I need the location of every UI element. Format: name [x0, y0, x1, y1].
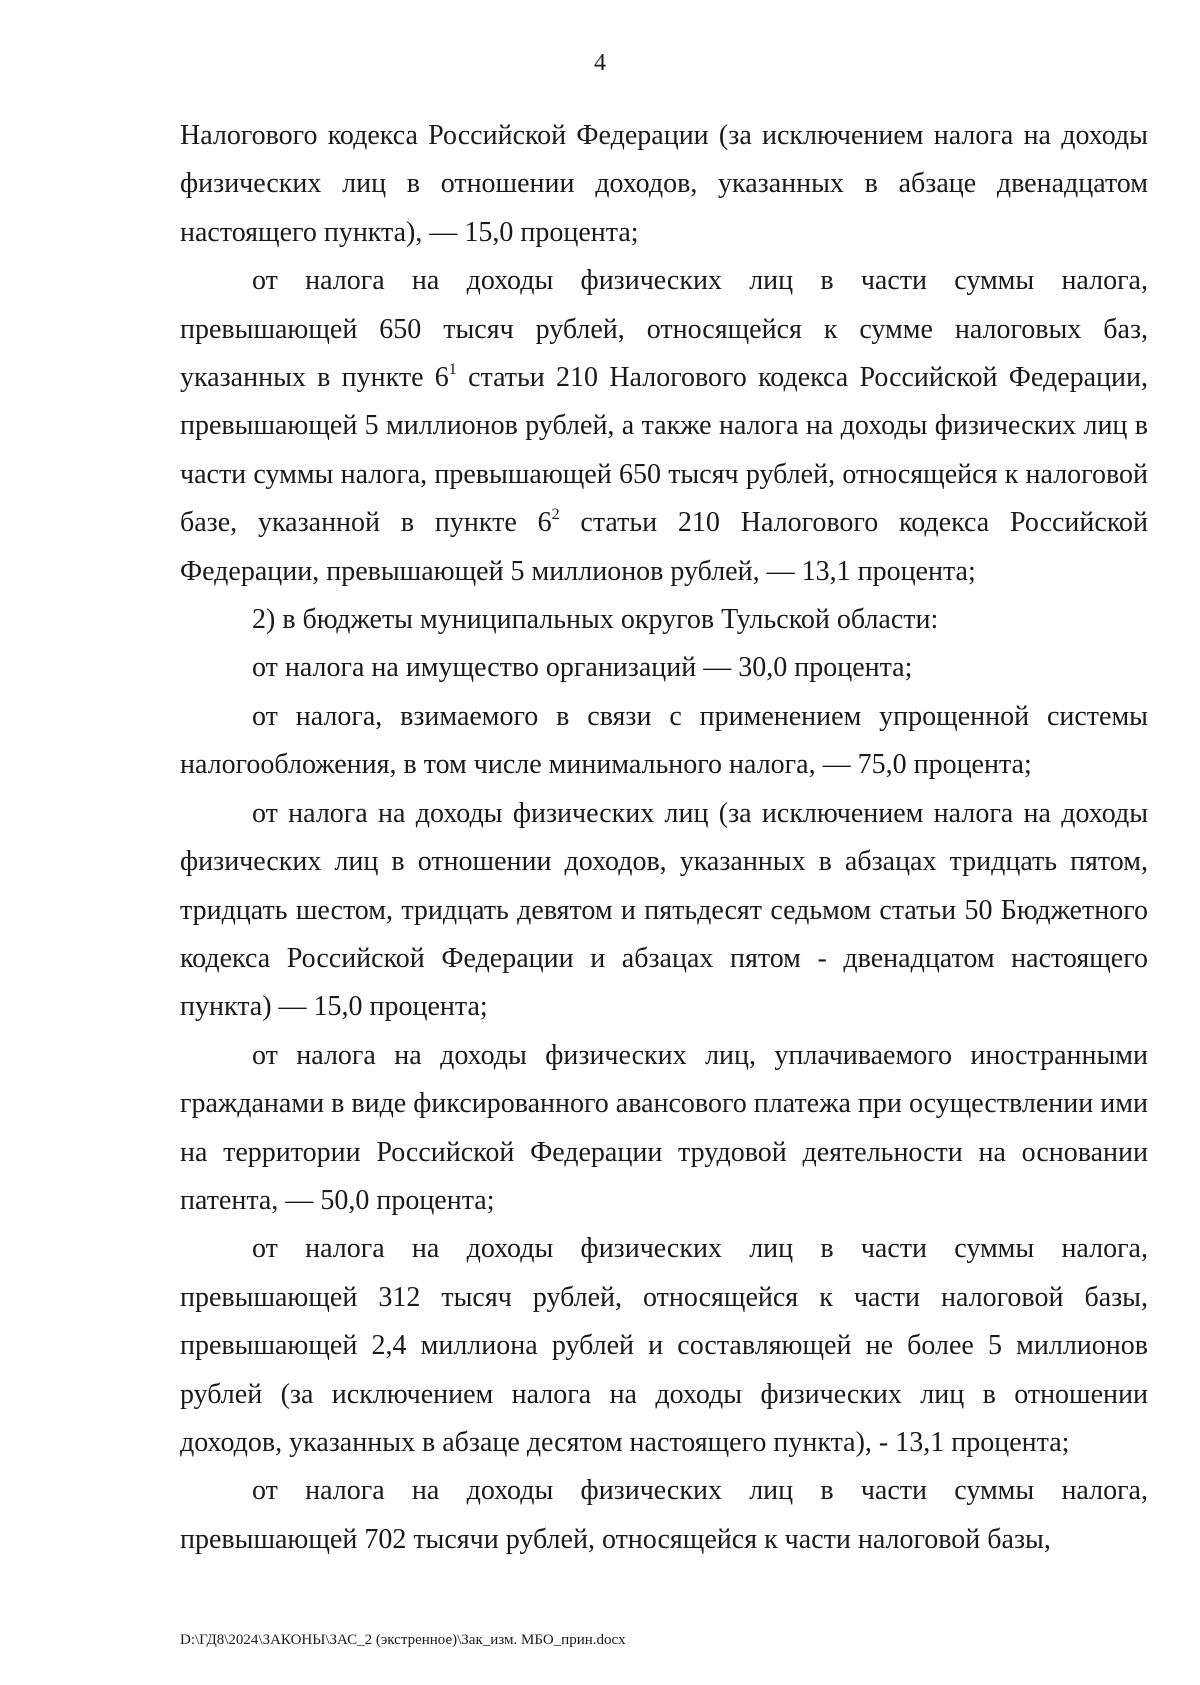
paragraph-2-part-3: статьи 210 Налогового кодекса Российской Федерации, превышающей 5 миллионов рублей, — 13,1 процента;: [180, 507, 1148, 587]
paragraph-3: 2) в бюджеты муниципальных округов Тульской области:: [252, 604, 939, 636]
paragraph-5: от налога, взимаемого в связи с применением упрощенной системы налогообложения, в том числе минимального налога, — 75,0 процента;: [180, 700, 1148, 781]
paragraph-4: от налога на имущество организаций — 30,0 процента;: [252, 652, 913, 684]
superscript-2: 2: [551, 506, 560, 524]
paragraph-9: от налога на доходы физических лиц в части суммы налога, превышающей 702 тысячи рублей, относящейся к части налоговой базы,: [180, 1475, 1148, 1555]
paragraph-8: от налога на доходы физических лиц в части суммы налога, превышающей 312 тысяч рублей, относящейся к части налоговой базы, превышающей 2,4 миллиона рублей и составляющей не более 5 миллионов рублей (за исключением налога на доходы физических лиц в отношении доходов, указанных в абзаце десятом настоящего пункта), - 13,1 процента;: [180, 1233, 1148, 1458]
footer-file-path: D:\ГД8\2024\ЗАКОНЫ\ЗАС_2 (экстренное)\Зак_изм. МБО_прин.docx: [180, 1632, 626, 1648]
paragraph-6: от налога на доходы физических лиц (за исключением налога на доходы физических лиц в отношении доходов, указанных в абзацах тридцать пятом, тридцать шестом, тридцать девятом и пятьдесят седьмом статьи 50 Бюджетного кодекса Российской Федерации и абзацах пятом - двенадцатом настоящего пункта) — 15,0 процента;: [180, 797, 1148, 1023]
paragraph-1: Налогового кодекса Российской Федерации (за исключением налога на доходы физических лиц в отношении доходов, указанных в абзаце двенадцатом настоящего пункта), — 15,0 процента;: [180, 120, 1148, 248]
paragraph-2-part-2: статьи 210 Налогового кодекса Российской Федерации, превышающей 5 миллионов рублей, а также налога на доходы физических лиц в части суммы налога, превышающей 650 тысяч рублей, относящейся к налоговой базе, указанной в пункте 6: [180, 362, 1148, 539]
superscript-1: 1: [448, 361, 457, 379]
paragraph-7: от налога на доходы физических лиц, уплачиваемого иностранными гражданами в виде фиксированного авансового платежа при осуществлении ими на территории Российской Федерации трудовой деятельности на основании патента, — 50,0 процента;: [180, 1039, 1148, 1216]
paragraph-2: [180, 257, 1148, 596]
paragraph-2-part-1: от налога на доходы физических лиц в части суммы налога, превышающей 650 тысяч рублей, относящейся к сумме налоговых баз, указанных в пункте 6: [180, 265, 1148, 394]
page-number: 4: [594, 50, 606, 76]
document-body: [180, 112, 1148, 1564]
